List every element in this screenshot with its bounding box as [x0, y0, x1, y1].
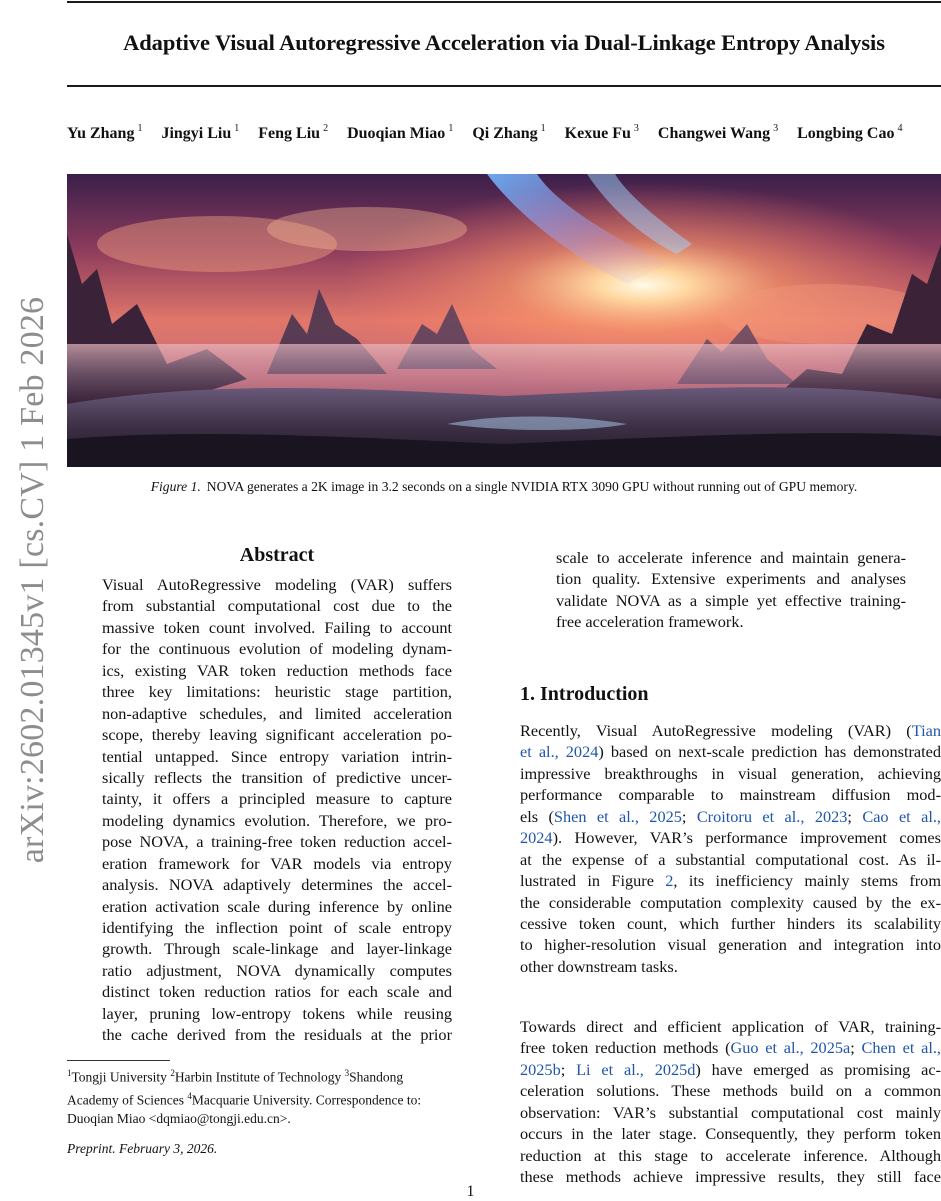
citation-link[interactable]: Guo et al., 2025a: [731, 1038, 851, 1057]
abstract-line: tainty, it offers a principled measure to capture: [102, 788, 452, 809]
author-name: Feng Liu: [258, 125, 320, 142]
abstract-line: three key limitations: heuristic stage partition,: [102, 681, 452, 702]
abstract-line: sically reflects the transition of predictive uncer-: [102, 767, 452, 788]
author: [347, 125, 453, 142]
text-run: ;: [847, 807, 862, 826]
abstract-line: layer, pruning low-entropy tokens while reusing: [102, 1003, 452, 1024]
abstract-line: scale to accelerate inference and maintain genera-: [556, 547, 906, 568]
body-line: Towards direct and efficient application of VAR, training-: [520, 1016, 941, 1037]
title-rule: [67, 85, 941, 87]
text-run: ) based on next-scale prediction has demonstrated: [598, 742, 941, 761]
footnote-correspondence[interactable]: Duoqian Miao <dqmiao@tongji.edu.cn>.: [67, 1109, 492, 1128]
body-line: [520, 827, 941, 848]
body-line: [520, 720, 941, 741]
author-list: [67, 124, 941, 143]
citation-link[interactable]: et al., 2024: [520, 742, 598, 761]
top-rule: [67, 1, 941, 3]
abstract-line: analysis. NOVA adaptively determines the accel-: [102, 874, 452, 895]
abstract-body: [102, 574, 452, 1046]
author: [472, 125, 545, 142]
text-run: ). However, VAR’s performance improvement comes: [553, 828, 941, 847]
figure-caption-text: NOVA generates a 2K image in 3.2 seconds on a single NVIDIA RTX 3090 GPU without running out of GPU memory.: [207, 479, 857, 494]
abstract-line: the cache derived from the residuals at the prior: [102, 1024, 452, 1045]
body-line: cessive token count, which further hinders its scalability: [520, 913, 941, 934]
abstract-line: pose NOVA, a training-free token reduction accel-: [102, 831, 452, 852]
alien-landscape-illustration: [67, 174, 941, 467]
author: [67, 125, 142, 142]
body-line: [520, 1037, 941, 1058]
body-line: observation: VAR’s substantial computational cost mainly: [520, 1102, 941, 1123]
text-run: ;: [561, 1060, 576, 1079]
body-line: [520, 870, 941, 891]
footnote-mark: 4: [187, 1091, 192, 1101]
author-affiliation: 1: [541, 123, 546, 134]
author-name: Changwei Wang: [658, 125, 770, 142]
citation-link[interactable]: Shen et al., 2025: [554, 807, 682, 826]
text-run: Recently, Visual AutoRegressive modeling (VAR) (: [520, 721, 912, 740]
body-line: [520, 806, 941, 827]
citation-link[interactable]: Li et al., 2025d: [576, 1060, 695, 1079]
figure-reference-link[interactable]: 2: [665, 871, 673, 890]
text-run: free token reduction methods (: [520, 1038, 731, 1057]
abstract-line: scope, thereby leaving significant acceleration po-: [102, 724, 452, 745]
abstract-line: eration activation scale during inference by online: [102, 896, 452, 917]
footnote-mark: 1: [67, 1068, 72, 1078]
abstract-line: Visual AutoRegressive modeling (VAR) suffers: [102, 574, 452, 595]
body-line: reduction at this stage to accelerate inference. Although: [520, 1145, 941, 1166]
citation-link[interactable]: 2025b: [520, 1060, 561, 1079]
body-line: [520, 741, 941, 762]
abstract-line: tion quality. Extensive experiments and analyses: [556, 568, 906, 589]
page-number: 1: [0, 1183, 941, 1201]
paper-title: Adaptive Visual Autoregressive Acceleration via Dual-Linkage Entropy Analysis: [67, 30, 941, 56]
body-line: [520, 1059, 941, 1080]
body-line: to higher-resolution visual generation and integration into: [520, 934, 941, 955]
author: [258, 125, 328, 142]
author-affiliation: 3: [773, 123, 778, 134]
author: [658, 125, 778, 142]
text-run: , its inefficiency mainly stems from: [673, 871, 941, 890]
footnote-affiliations: [67, 1064, 492, 1087]
author-affiliation: 3: [634, 123, 639, 134]
abstract-line: ics, existing VAR token reduction methods face: [102, 660, 452, 681]
figure-label: Figure 1.: [151, 479, 201, 494]
text-run: ) have emerged as promising ac-: [695, 1060, 941, 1079]
citation-link[interactable]: 2024: [520, 828, 553, 847]
author-name: Jingyi Liu: [161, 125, 231, 142]
footnote-text: Shandong: [349, 1070, 403, 1085]
text-run: ;: [850, 1038, 861, 1057]
author-affiliation: 4: [897, 123, 902, 134]
footnote-text: Harbin Institute of Technology: [175, 1070, 345, 1085]
text-run: lustrated in Figure: [520, 871, 665, 890]
body-line: at the expense of a substantial computational cost. As il-: [520, 849, 941, 870]
figure-1-image: [67, 174, 941, 467]
abstract-line: massive token count involved. Failing to account: [102, 617, 452, 638]
footnote-mark: 3: [345, 1068, 350, 1078]
abstract-continuation: [556, 547, 906, 633]
citation-link[interactable]: Croitoru et al., 2023: [697, 807, 848, 826]
abstract-line: free acceleration framework.: [556, 611, 906, 632]
footnote-text: Academy of Sciences: [67, 1092, 187, 1107]
body-line: impressive breakthroughs in visual generation, achieving: [520, 763, 941, 784]
preprint-date: Preprint. February 3, 2026.: [67, 1141, 217, 1157]
author-affiliation: 2: [323, 123, 328, 134]
author-name: Qi Zhang: [472, 125, 537, 142]
abstract-line: modeling dynamics evolution. Therefore, we pro-: [102, 810, 452, 831]
intro-paragraph-1: [520, 720, 941, 977]
author: [161, 125, 239, 142]
abstract-line: eration framework for VAR models via entropy: [102, 853, 452, 874]
citation-link[interactable]: Tian: [912, 721, 941, 740]
abstract-line: tential untapped. Since entropy variation intrin-: [102, 746, 452, 767]
author-affiliation: 1: [234, 123, 239, 134]
figure-caption: [67, 479, 941, 495]
body-line: the considerable computation complexity caused by the ex-: [520, 892, 941, 913]
text-run: ;: [682, 807, 697, 826]
citation-link[interactable]: Cao et al.,: [862, 807, 941, 826]
author-name: Yu Zhang: [67, 125, 134, 142]
abstract-line: non-adaptive schedules, and limited acceleration: [102, 703, 452, 724]
footnote-mark: 2: [170, 1068, 175, 1078]
abstract-line: for the continuous evolution of modeling dynam-: [102, 638, 452, 659]
footnote-text: Macquarie University. Correspondence to:: [192, 1092, 421, 1107]
footnote-affiliations-cont: [67, 1087, 492, 1110]
footnote-rule: [67, 1060, 170, 1061]
body-line: performance comparable to mainstream diffusion mod-: [520, 784, 941, 805]
body-line: celeration solutions. These methods build on a common: [520, 1080, 941, 1101]
abstract-line: identifying the inflection point of scale entropy: [102, 917, 452, 938]
abstract-line: distinct token reduction ratios for each scale and: [102, 981, 452, 1002]
author-affiliation: 1: [448, 123, 453, 134]
author-name: Longbing Cao: [797, 125, 894, 142]
author: [797, 125, 902, 142]
abstract-line: validate NOVA as a simple yet effective training-: [556, 590, 906, 611]
author: [565, 125, 639, 142]
body-line: these methods achieve impressive results, they still face: [520, 1166, 941, 1187]
body-line: occurs in the later stage. Consequently, they perform token: [520, 1123, 941, 1144]
abstract-heading: Abstract: [102, 544, 452, 567]
citation-link[interactable]: Chen et al.,: [862, 1038, 941, 1057]
author-name: Duoqian Miao: [347, 125, 445, 142]
author-name: Kexue Fu: [565, 125, 631, 142]
abstract-line: from substantial computational cost due to the: [102, 595, 452, 616]
arxiv-identifier[interactable]: arXiv:2602.01345v1 [cs.CV] 1 Feb 2026: [14, 297, 52, 863]
text-run: els (: [520, 807, 554, 826]
abstract-line: growth. Through scale-linkage and layer-linkage: [102, 938, 452, 959]
author-affiliation: 1: [137, 123, 142, 134]
footnote-text: Tongji University: [72, 1070, 171, 1085]
introduction-heading: 1. Introduction: [520, 683, 649, 706]
footnote: [67, 1064, 492, 1128]
abstract-line: ratio adjustment, NOVA dynamically computes: [102, 960, 452, 981]
body-line: other downstream tasks.: [520, 956, 941, 977]
intro-paragraph-2: [520, 1016, 941, 1188]
